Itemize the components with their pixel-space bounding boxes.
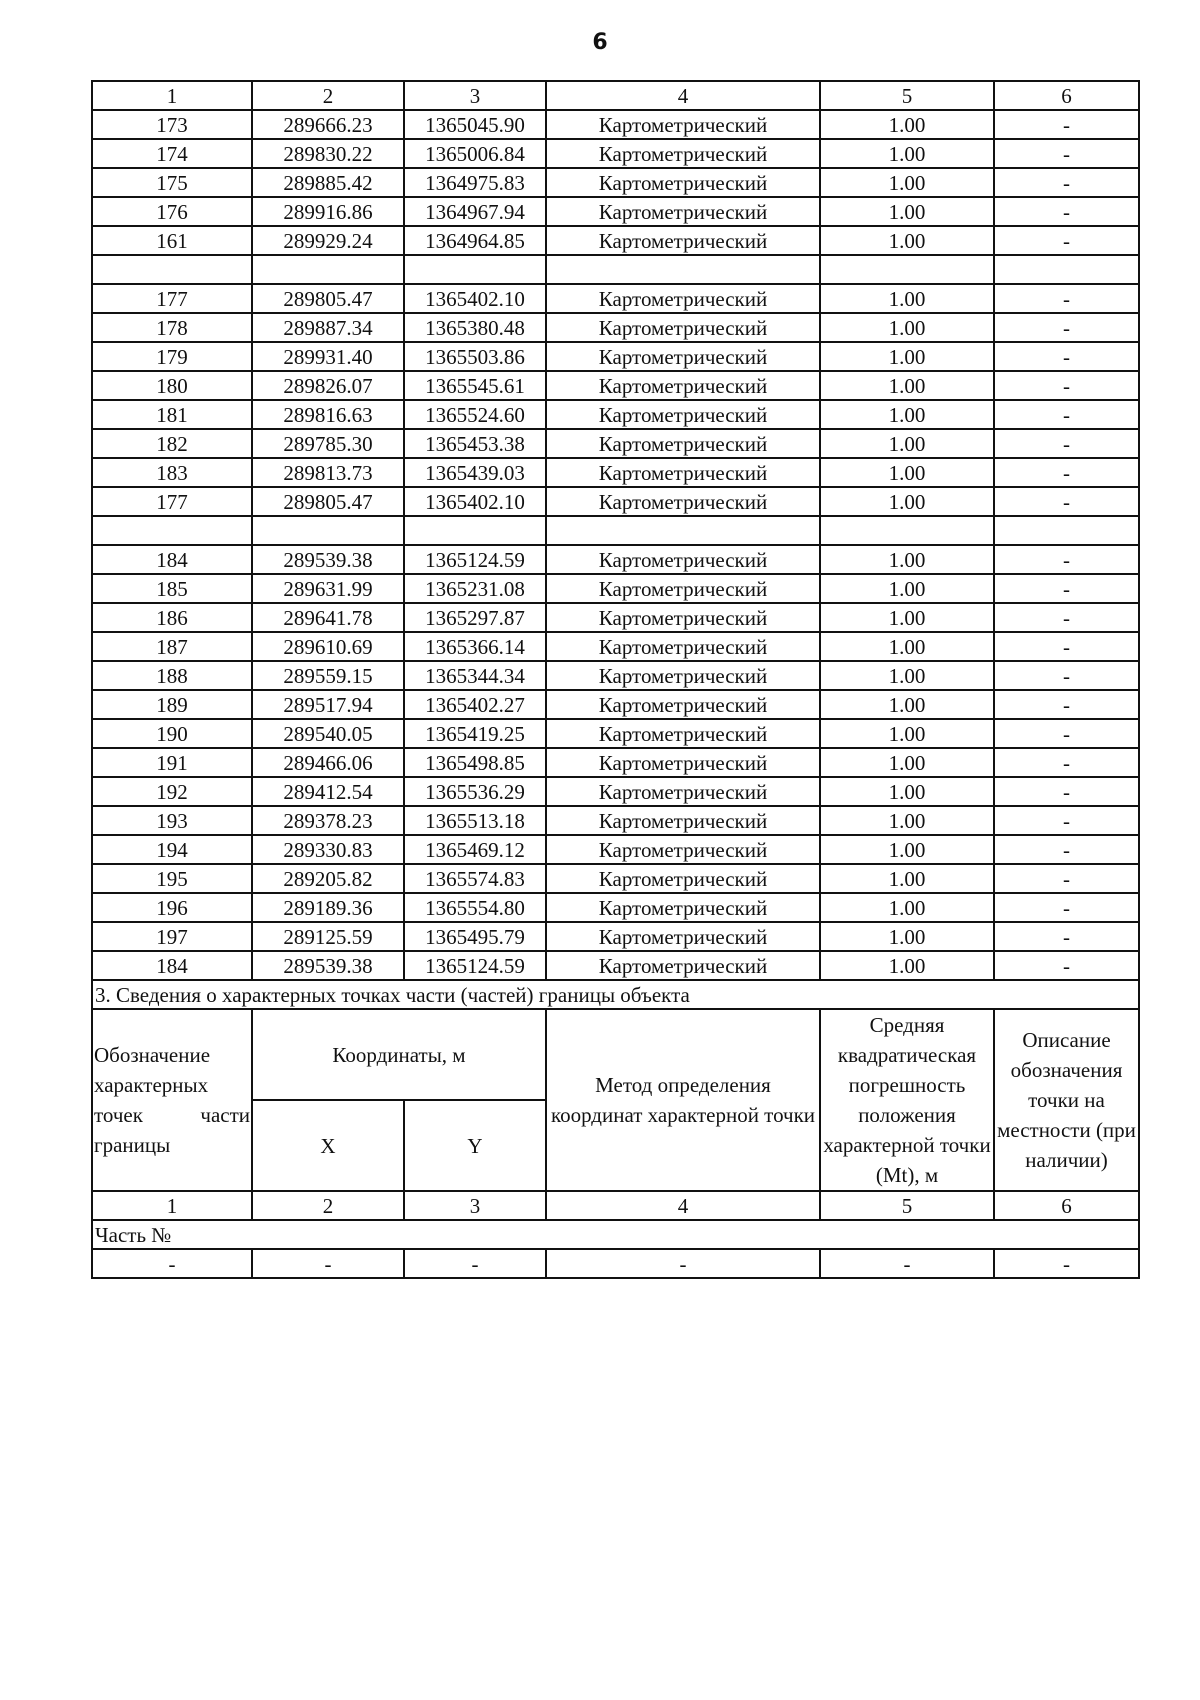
table-cell [92, 255, 252, 284]
table-cell: 177 [92, 284, 252, 313]
table-cell: Картометрический [546, 661, 820, 690]
table-cell: 183 [92, 458, 252, 487]
table-cell: Картометрический [546, 110, 820, 139]
table-cell: 1.00 [820, 487, 994, 516]
table-row [92, 661, 1139, 690]
table-cell: 1.00 [820, 603, 994, 632]
table-cell: - [92, 1249, 252, 1278]
table-cell: Картометрический [546, 893, 820, 922]
table-body [92, 81, 1139, 980]
table-cell: - [994, 661, 1139, 690]
page-number: 6 [592, 30, 608, 55]
table-cell: 186 [92, 603, 252, 632]
table-cell: Картометрический [546, 545, 820, 574]
table-row [92, 342, 1139, 371]
table-row [92, 197, 1139, 226]
table-cell: Картометрический [546, 168, 820, 197]
table-cell: 1365124.59 [404, 545, 546, 574]
table-cell: Картометрический [546, 487, 820, 516]
table-cell [252, 516, 404, 545]
column-number: 3 [404, 81, 546, 110]
table-cell: 161 [92, 226, 252, 255]
table-cell: 289540.05 [252, 719, 404, 748]
table-cell: 187 [92, 632, 252, 661]
table-cell: Картометрический [546, 922, 820, 951]
table-cell: 1.00 [820, 429, 994, 458]
table-cell: 173 [92, 110, 252, 139]
coordinates-table [91, 80, 1140, 1279]
table-cell: - [820, 1249, 994, 1278]
table-cell: 289929.24 [252, 226, 404, 255]
table-cell: - [252, 1249, 404, 1278]
column-number: 2 [252, 81, 404, 110]
table-cell: 1.00 [820, 139, 994, 168]
table-cell [404, 255, 546, 284]
column-number: 1 [92, 1191, 252, 1220]
table-cell: 1.00 [820, 748, 994, 777]
table-cell: Картометрический [546, 835, 820, 864]
table-row [92, 690, 1139, 719]
table-cell [820, 255, 994, 284]
table-cell: 289816.63 [252, 400, 404, 429]
table-cell: - [994, 197, 1139, 226]
table-cell: Картометрический [546, 342, 820, 371]
table-cell: 289205.82 [252, 864, 404, 893]
column-number-row [92, 81, 1139, 110]
table-cell: Картометрический [546, 864, 820, 893]
table-cell: - [994, 313, 1139, 342]
table-row [92, 458, 1139, 487]
table-row [92, 139, 1139, 168]
table-cell [994, 255, 1139, 284]
column-number: 5 [820, 1191, 994, 1220]
table-cell: 289412.54 [252, 777, 404, 806]
header-error: Средняя квадратическая погрешность положения характерной точки (Mt), м [820, 1009, 994, 1191]
table-cell: 176 [92, 197, 252, 226]
table-cell: - [994, 719, 1139, 748]
table-cell: 184 [92, 545, 252, 574]
table-row [92, 864, 1139, 893]
table-cell: 1365402.10 [404, 487, 546, 516]
table-cell: Картометрический [546, 197, 820, 226]
table-cell: 1365402.10 [404, 284, 546, 313]
table-cell: 1364975.83 [404, 168, 546, 197]
table-cell: - [994, 226, 1139, 255]
table-row [92, 719, 1139, 748]
table-cell: 197 [92, 922, 252, 951]
table-cell: 1365231.08 [404, 574, 546, 603]
table-cell: 289378.23 [252, 806, 404, 835]
table-row [92, 400, 1139, 429]
table-cell: 1365439.03 [404, 458, 546, 487]
header-method: Метод определения координат характерной точки [546, 1009, 820, 1191]
table-cell: 184 [92, 951, 252, 980]
table-cell: 1.00 [820, 574, 994, 603]
table-cell: - [994, 777, 1139, 806]
table-cell: 1.00 [820, 922, 994, 951]
column-number: 4 [546, 1191, 820, 1220]
table-cell: 1.00 [820, 951, 994, 980]
table-cell: - [994, 168, 1139, 197]
table-cell: - [994, 835, 1139, 864]
table-cell: 1365554.80 [404, 893, 546, 922]
table-cell: 1.00 [820, 864, 994, 893]
table-cell: 289805.47 [252, 487, 404, 516]
column-number: 6 [994, 1191, 1139, 1220]
table-cell [546, 255, 820, 284]
table-row [92, 284, 1139, 313]
table-cell: 185 [92, 574, 252, 603]
table-cell: 188 [92, 661, 252, 690]
table-cell: - [994, 632, 1139, 661]
blank-row [92, 516, 1139, 545]
table-cell: Картометрический [546, 139, 820, 168]
table-cell: Картометрический [546, 719, 820, 748]
table-cell: 1.00 [820, 458, 994, 487]
table-row [92, 603, 1139, 632]
header-coordinates: Координаты, м [252, 1009, 546, 1100]
column-number: 4 [546, 81, 820, 110]
table-cell: 289813.73 [252, 458, 404, 487]
table-cell: 1.00 [820, 400, 994, 429]
table-cell: 289330.83 [252, 835, 404, 864]
part-row [92, 1249, 1139, 1278]
table-cell: 1365453.38 [404, 429, 546, 458]
table-cell: Картометрический [546, 371, 820, 400]
table-cell: - [994, 603, 1139, 632]
table-cell: 180 [92, 371, 252, 400]
table-cell: 289631.99 [252, 574, 404, 603]
table-cell: 1364967.94 [404, 197, 546, 226]
table-row [92, 545, 1139, 574]
table-cell: 174 [92, 139, 252, 168]
table-cell [404, 516, 546, 545]
table-cell: 1365297.87 [404, 603, 546, 632]
table-cell: - [994, 951, 1139, 980]
table-cell: 177 [92, 487, 252, 516]
table-cell: - [994, 284, 1139, 313]
table-row [92, 226, 1139, 255]
section-3 [92, 980, 1139, 1278]
table-cell: 289666.23 [252, 110, 404, 139]
table-cell: - [994, 139, 1139, 168]
table-row [92, 487, 1139, 516]
table-cell: 1365498.85 [404, 748, 546, 777]
table-cell: Картометрический [546, 951, 820, 980]
table-cell: 1365402.27 [404, 690, 546, 719]
table-cell: - [994, 1249, 1139, 1278]
table-cell: 289830.22 [252, 139, 404, 168]
table-row [92, 168, 1139, 197]
table-cell: 1.00 [820, 545, 994, 574]
table-row [92, 371, 1139, 400]
table-row [92, 110, 1139, 139]
table-cell: 289805.47 [252, 284, 404, 313]
table-cell: Картометрический [546, 632, 820, 661]
table-row [92, 574, 1139, 603]
column-number: 2 [252, 1191, 404, 1220]
table-cell: 1.00 [820, 806, 994, 835]
table-row [92, 951, 1139, 980]
table-cell: 191 [92, 748, 252, 777]
table-cell: 178 [92, 313, 252, 342]
table-cell: Картометрический [546, 603, 820, 632]
table-cell: Картометрический [546, 777, 820, 806]
table-cell: 289931.40 [252, 342, 404, 371]
table-cell: Картометрический [546, 429, 820, 458]
table-cell: 289539.38 [252, 951, 404, 980]
table-cell: 190 [92, 719, 252, 748]
table-cell: - [994, 690, 1139, 719]
table-row [92, 806, 1139, 835]
table-cell: 1365006.84 [404, 139, 546, 168]
table-cell: 1.00 [820, 632, 994, 661]
table-cell: 1365344.34 [404, 661, 546, 690]
table-cell [994, 516, 1139, 545]
table-cell: 1365124.59 [404, 951, 546, 980]
table-cell: 179 [92, 342, 252, 371]
table-cell: 1.00 [820, 168, 994, 197]
table-cell: 289539.38 [252, 545, 404, 574]
table-cell: 1.00 [820, 777, 994, 806]
table-cell [252, 255, 404, 284]
table-cell: 1.00 [820, 226, 994, 255]
table-cell: - [994, 458, 1139, 487]
table-cell: Картометрический [546, 313, 820, 342]
table-cell: 1365380.48 [404, 313, 546, 342]
table-cell: 1.00 [820, 661, 994, 690]
table-cell: 181 [92, 400, 252, 429]
table-cell: 1364964.85 [404, 226, 546, 255]
table-cell: - [994, 864, 1139, 893]
table-cell: Картометрический [546, 690, 820, 719]
table-cell: 193 [92, 806, 252, 835]
table-cell: 1365495.79 [404, 922, 546, 951]
table-row [92, 748, 1139, 777]
header-point-designation: Обозначение характерных точек части границы [92, 1009, 252, 1191]
table-cell: - [994, 545, 1139, 574]
column-number: 5 [820, 81, 994, 110]
table-cell: Картометрический [546, 574, 820, 603]
table-cell: 1365524.60 [404, 400, 546, 429]
header-y: Y [404, 1100, 546, 1191]
table-cell: 1.00 [820, 719, 994, 748]
table-cell: 1365574.83 [404, 864, 546, 893]
section-3-column-number-row [92, 1191, 1139, 1220]
table-cell: Картометрический [546, 458, 820, 487]
table-cell: 1365366.14 [404, 632, 546, 661]
table-cell [92, 516, 252, 545]
table-cell: Картометрический [546, 226, 820, 255]
table-cell: 182 [92, 429, 252, 458]
table-cell: Картометрический [546, 748, 820, 777]
table-cell: - [994, 922, 1139, 951]
table-cell: 289916.86 [252, 197, 404, 226]
table-row [92, 893, 1139, 922]
table-cell: 289885.42 [252, 168, 404, 197]
table-cell: 175 [92, 168, 252, 197]
table-cell: - [994, 487, 1139, 516]
table-cell: 1.00 [820, 284, 994, 313]
table-cell: 289641.78 [252, 603, 404, 632]
table-cell: 289887.34 [252, 313, 404, 342]
table-cell: Картометрический [546, 806, 820, 835]
table-cell: - [994, 371, 1139, 400]
table-cell: - [994, 400, 1139, 429]
table-cell: 1365469.12 [404, 835, 546, 864]
column-number: 6 [994, 81, 1139, 110]
table-cell: 289826.07 [252, 371, 404, 400]
table-cell: 1365045.90 [404, 110, 546, 139]
table-cell: 289785.30 [252, 429, 404, 458]
table-cell: - [994, 429, 1139, 458]
table-cell: 289189.36 [252, 893, 404, 922]
part-label: Часть № [92, 1220, 1139, 1249]
table-row [92, 922, 1139, 951]
table-cell: Картометрический [546, 400, 820, 429]
table-cell: - [546, 1249, 820, 1278]
section-3-title: 3. Сведения о характерных точках части (частей) границы объекта [92, 980, 1139, 1009]
table-cell: - [994, 893, 1139, 922]
table-cell: 195 [92, 864, 252, 893]
table-cell: 1.00 [820, 110, 994, 139]
table-cell: - [994, 574, 1139, 603]
header-description: Описание обозначения точки на местности (при наличии) [994, 1009, 1139, 1191]
table-cell: 1.00 [820, 835, 994, 864]
header-x: X [252, 1100, 404, 1191]
table-cell: 289517.94 [252, 690, 404, 719]
table-cell [546, 516, 820, 545]
table-cell: 1365536.29 [404, 777, 546, 806]
table-row [92, 632, 1139, 661]
table-cell: 192 [92, 777, 252, 806]
column-number: 1 [92, 81, 252, 110]
table-cell: 194 [92, 835, 252, 864]
table-cell: 1365513.18 [404, 806, 546, 835]
table-cell: 1.00 [820, 690, 994, 719]
column-number: 3 [404, 1191, 546, 1220]
table-cell: 289610.69 [252, 632, 404, 661]
table-cell: 289559.15 [252, 661, 404, 690]
table-cell: 1.00 [820, 893, 994, 922]
table-cell: 1365503.86 [404, 342, 546, 371]
table-cell: - [994, 342, 1139, 371]
table-cell: 1.00 [820, 342, 994, 371]
table-row [92, 777, 1139, 806]
table-cell: 1365419.25 [404, 719, 546, 748]
table-cell: 189 [92, 690, 252, 719]
blank-row [92, 255, 1139, 284]
table-cell: 1.00 [820, 313, 994, 342]
table-cell: 289466.06 [252, 748, 404, 777]
table-row [92, 835, 1139, 864]
table-cell: 289125.59 [252, 922, 404, 951]
table-cell: - [994, 748, 1139, 777]
table-cell: - [994, 110, 1139, 139]
table-row [92, 429, 1139, 458]
table-cell [820, 516, 994, 545]
table-cell: - [994, 806, 1139, 835]
table-row [92, 313, 1139, 342]
table-cell: 1.00 [820, 371, 994, 400]
table-cell: 1365545.61 [404, 371, 546, 400]
table-cell: 1.00 [820, 197, 994, 226]
table-cell: Картометрический [546, 284, 820, 313]
table-cell: 196 [92, 893, 252, 922]
table-cell: - [404, 1249, 546, 1278]
